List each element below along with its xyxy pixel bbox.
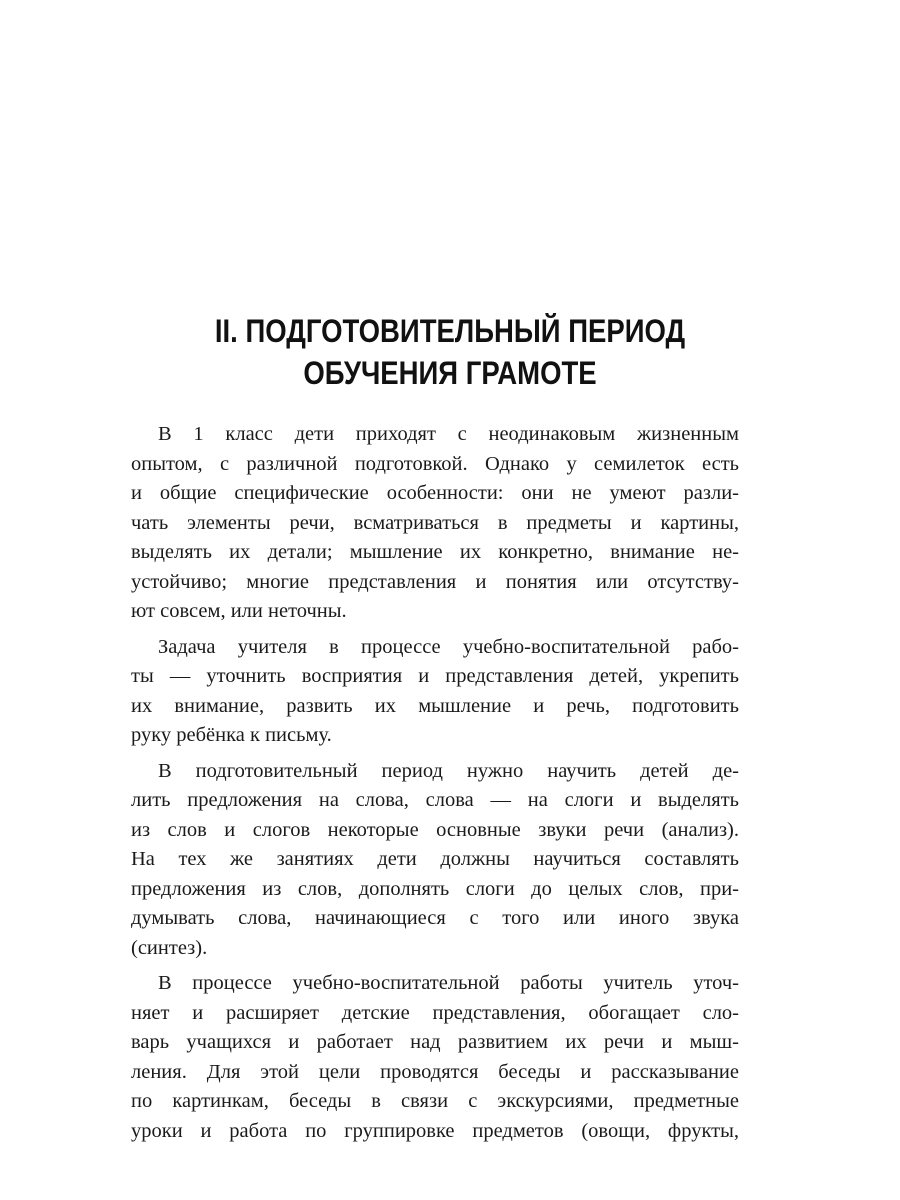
paragraph [131, 633, 739, 751]
text-line: устойчиво; многие представления и понятия или отсутству- [131, 570, 739, 593]
text-line: их внимание, развить их мышление и речь, подготовить [131, 694, 739, 717]
paragraph [131, 757, 739, 964]
text-line: няет и расширяет детские представления, обогащает сло- [131, 1001, 739, 1024]
text-line: ты — уточнить восприятия и представления детей, укрепить [131, 665, 739, 687]
chapter-title-line-2: ОБУЧЕНИЯ ГРАМОТЕ [303, 355, 597, 391]
text-line: ют совсем, или неточны. [131, 600, 347, 622]
text-line: по картинкам, беседы в связи с экскурсиями, предметные [131, 1090, 739, 1112]
text-line: уроки и работа по группировке предметов (овощи, фрукты, [131, 1119, 739, 1142]
text-line: руку ребёнка к письму. [131, 724, 332, 746]
text-line: чать элементы речи, всматриваться в предметы и картины, [131, 511, 739, 534]
text-line: В 1 класс дети приходят с неодинаковым жизненным [158, 423, 739, 445]
text-line: (синтез). [131, 936, 208, 959]
text-line: и общие специфические особенности: они не умеют разли- [131, 482, 739, 504]
text-line: опытом, с различной подготовкой. Однако у семилеток есть [131, 452, 739, 475]
text-line: думывать слова, начинающиеся с того или иного звука [131, 907, 739, 929]
text-line: В подготовительный период нужно научить детей де- [158, 759, 739, 782]
text-line: выделять их детали; мышление их конкретно, внимание не- [131, 541, 739, 563]
text-line: лить предложения на слова, слова — на слоги и выделять [131, 789, 739, 811]
text-line: Задача учителя в процессе учебно-воспитательной рабо- [158, 635, 739, 658]
chapter-title [166, 310, 734, 394]
text-line: ления. Для этой цели проводятся беседы и рассказывание [131, 1060, 739, 1083]
text-line: из слов и слогов некоторые основные звуки речи (анализ). [131, 818, 739, 841]
paragraph [131, 969, 739, 1146]
paragraph [131, 420, 739, 627]
text-line: На тех же занятиях дети должны научиться составлять [131, 848, 739, 870]
text-line: В процессе учебно-воспитательной работы учитель уточ- [158, 972, 739, 994]
body-text [131, 420, 739, 1146]
chapter-title-line-1: II. ПОДГОТОВИТЕЛЬНЫЙ ПЕРИОД [214, 313, 686, 349]
text-line: варь учащихся и работает над развитием их речи и мыш- [131, 1031, 739, 1053]
text-line: предложения из слов, дополнять слоги до целых слов, при- [131, 877, 739, 900]
